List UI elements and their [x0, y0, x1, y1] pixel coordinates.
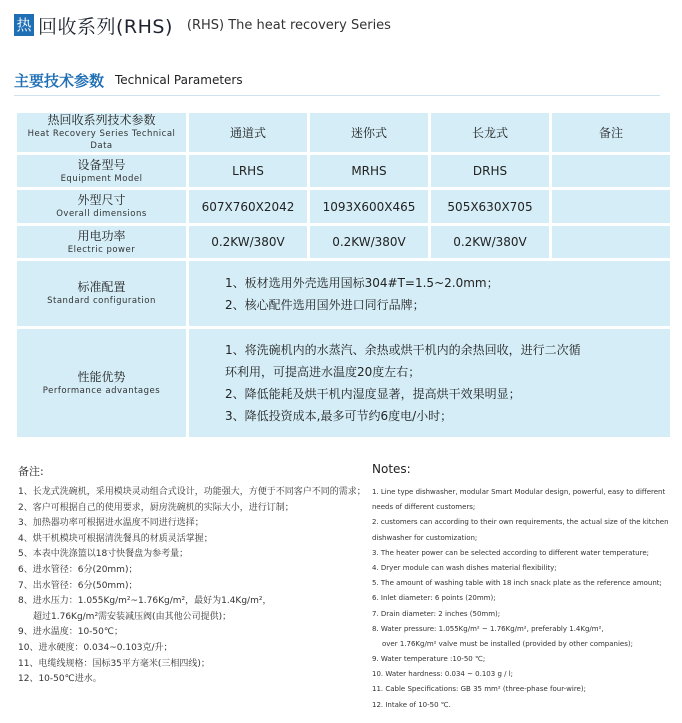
row-label: 性能优势 Performance advantages	[17, 329, 186, 437]
list-item: 3. The heater power can be selected according to different water temperature;	[372, 548, 649, 557]
list-item: 5、本表中洗涤篮以18寸快餐盘为参考量；	[18, 549, 189, 560]
list-item: 8、进水压力：1.055Kg/m²~1.76Kg/m²，最好为1.4Kg/m²，	[18, 596, 272, 607]
list-item: 4. Dryer module can wash dishes material flexibility;	[372, 563, 557, 572]
col-header: 长龙式	[431, 113, 549, 152]
table-row	[17, 155, 670, 187]
list-item: 10. Water hardness: 0.034 ~ 0.103 g / l;	[372, 670, 513, 679]
table-row	[17, 190, 670, 223]
list-item: 1. Line type dishwasher, modular Smart Modular design, powerful, easy to different	[372, 488, 666, 496]
col-header: 迷你式	[310, 113, 428, 152]
table-cell: DRHS	[431, 155, 549, 187]
table-cell: 505X630X705	[431, 190, 549, 223]
list-item: 6、进水管径：6分(20mm)；	[18, 564, 138, 575]
list-item: 2、客户可根据自己的使用要求，厨房洗碗机的实际大小，进行订制；	[18, 502, 294, 513]
page-header	[14, 12, 391, 38]
table-cell: MRHS	[310, 155, 428, 187]
table-cell: 0.2KW/380V	[431, 226, 549, 258]
notes-list-en	[372, 485, 672, 713]
section-title-en: Technical Parameters	[115, 73, 243, 87]
list-item: 9. Water temperature :10-50 ℃;	[372, 655, 486, 664]
list-item: 11、电缆线规格：国标35平方毫米(三相四线)；	[18, 658, 210, 669]
table-row-advantages	[17, 329, 670, 437]
table-row-standard	[17, 261, 670, 326]
table-cell	[552, 155, 670, 187]
list-item: 7、出水管径：6分(50mm)；	[18, 580, 138, 591]
list-item: 2. customers can according to their own requirements, the actual size of the kitchen	[372, 518, 669, 527]
table-cell: 0.2KW/380V	[310, 226, 428, 258]
notes-heading-en: Notes:	[372, 462, 411, 476]
table-cell: 0.2KW/380V	[189, 226, 307, 258]
list-item: 12、10-50℃进水。	[18, 674, 102, 685]
list-item: 9、进水温度：10-50℃；	[18, 627, 123, 638]
list-item: over 1.76Kg/m² valve must be installed (provided by other companies);	[382, 639, 633, 648]
table-cell: 607X760X2042	[189, 190, 307, 223]
list-item: 5. The amount of washing table with 18 inch snack plate as the reference amount;	[372, 579, 662, 588]
list-item: 4、烘干机模块可根据清洗餐具的材质灵活掌握；	[18, 533, 213, 544]
row-label: 用电功率 Electric power	[17, 226, 186, 258]
row-label: 设备型号 Equipment Model	[17, 155, 186, 187]
list-item: 1、长龙式洗碗机，采用模块灵动组合式设计，功能强大，方便于不同客户不同的需求；	[18, 487, 366, 497]
table-cell: LRHS	[189, 155, 307, 187]
notes-list-zh	[18, 485, 373, 688]
notes-heading-zh: 备注:	[18, 465, 44, 478]
list-item: 超过1.76Kg/m²需安装减压阀(由其他公司提供)；	[33, 611, 232, 622]
col-header: 通道式	[189, 113, 307, 152]
advantages-text: 1、将洗碗机内的水蒸汽、余热或烘干机内的余热回收，进行二次循 环利用，可提高进水温度20度左右； 2、降低能耗及烘干机内湿度显著，提高烘干效果明显； 3、降低投资成本,最多可节约6度电/小时；	[189, 329, 670, 437]
title-badge: 热	[14, 14, 34, 36]
table-header-row	[17, 113, 670, 152]
standard-config-text: 1、板材选用外壳选用国标304#T=1.5~2.0mm； 2、核心配件选用国外进口同行品牌；	[189, 261, 670, 326]
row-label: 标准配置 Standard configuration	[17, 261, 186, 326]
table-cell	[552, 190, 670, 223]
list-item: dishwasher for customization;	[372, 533, 478, 542]
list-item: needs of different customers;	[372, 503, 476, 512]
list-item: 12. Intake of 10-50 ℃.	[372, 700, 451, 709]
section-title: 主要技术参数	[14, 72, 105, 90]
col-header: 备注	[552, 113, 670, 152]
list-item: 11. Cable Specifications: GB 35 mm² (three-phase four-wire);	[372, 685, 586, 694]
page-title-en: (RHS) The heat recovery Series	[186, 17, 391, 33]
spec-table	[14, 110, 673, 440]
list-item: 3、加热器功率可根据进水温度不同进行选择；	[18, 518, 204, 529]
table-cell: 1093X600X465	[310, 190, 428, 223]
row-label: 外型尺寸 Overall dimensions	[17, 190, 186, 223]
table-row	[17, 226, 670, 258]
list-item: 8. Water pressure: 1.055Kg/m² ~ 1.76Kg/m², preferably 1.4Kg/m²,	[372, 624, 604, 633]
list-item: 10、进水硬度：0.034~0.103克/升；	[18, 642, 173, 653]
list-item: 6. Inlet diameter: 6 points (20mm);	[372, 594, 496, 603]
list-item: 7. Drain diameter: 2 inches (50mm);	[372, 609, 501, 618]
section-divider	[14, 95, 660, 96]
table-cell	[552, 226, 670, 258]
page-title: 回收系列(RHS)	[38, 15, 173, 38]
table-corner-label: 热回收系列技术参数 Heat Recovery Series Technical Data	[17, 113, 186, 152]
